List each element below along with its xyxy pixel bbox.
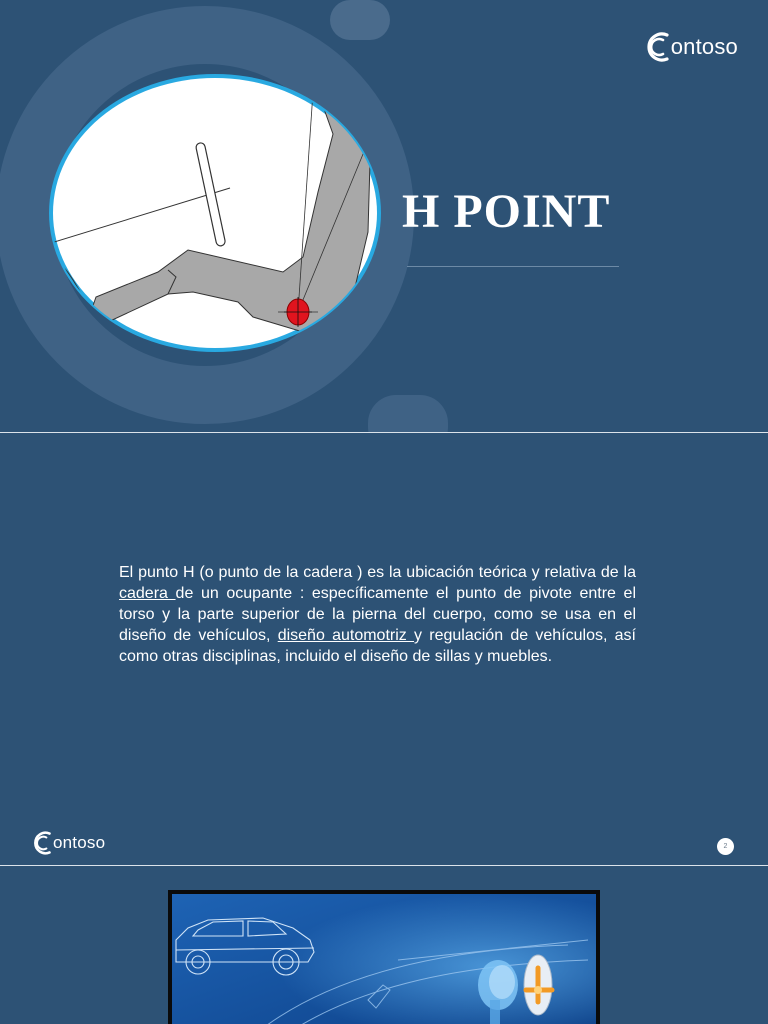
page-title: H POINT bbox=[402, 185, 611, 238]
diseno-automotriz-link[interactable]: diseño automotriz bbox=[277, 627, 415, 644]
car-cutaway-image bbox=[168, 890, 600, 1024]
seat-diagram-circle bbox=[48, 72, 388, 354]
paragraph-part-1: El punto H (o punto de la cadera ) es la ubicación teórica y relativa de la bbox=[119, 564, 636, 581]
paragraph-part-3: y regulación de vehículos, así como otras disciplinas, incluido el diseño de sillas y muebles. bbox=[119, 627, 636, 665]
title-underline bbox=[407, 266, 619, 267]
brand-name: ontoso bbox=[53, 833, 106, 852]
brand-logo-footer bbox=[30, 828, 105, 858]
brand-logo bbox=[643, 28, 738, 66]
slide-car-image bbox=[0, 866, 768, 1024]
paragraph-part-2: de un ocupante : específicamente el punto de pivote entre el torso y la parte superior de la pierna del cuerpo, como se usa en el diseño de vehículos, bbox=[119, 585, 636, 644]
definition-paragraph bbox=[119, 562, 636, 667]
cadera-link[interactable]: cadera bbox=[119, 585, 176, 602]
slide-definition bbox=[0, 433, 768, 865]
slide-title bbox=[0, 0, 768, 432]
page-number-badge: 2 bbox=[717, 838, 734, 855]
brand-name: ontoso bbox=[670, 34, 738, 59]
